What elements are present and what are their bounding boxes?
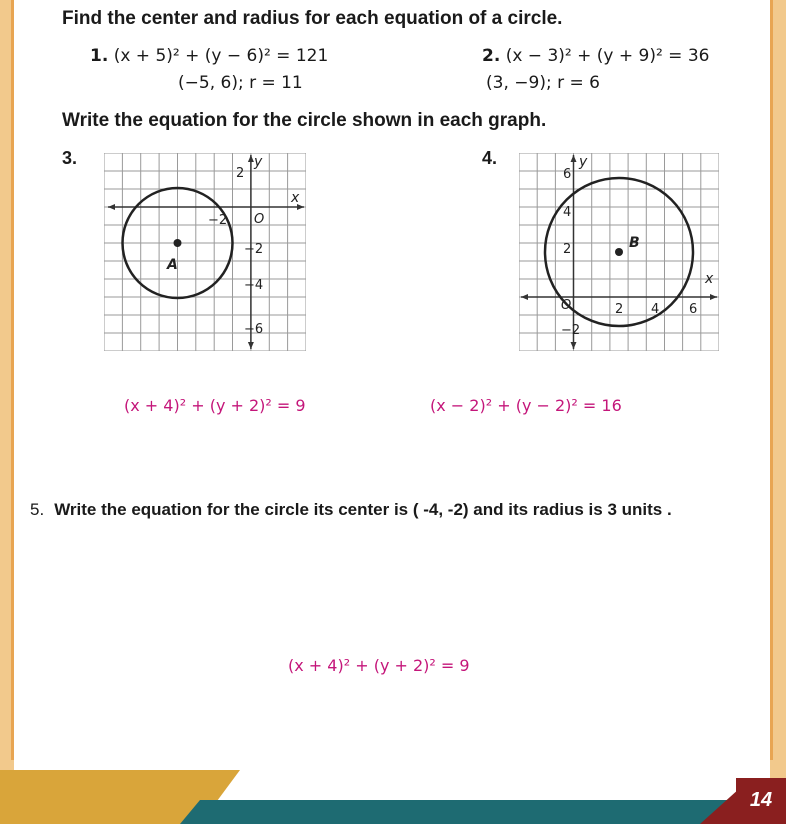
- graph-4-origin-label: O: [561, 298, 572, 313]
- heading-write-equation: Write the equation for the circle shown in each graph.: [62, 110, 547, 131]
- graph-4-x-tick: 4: [651, 302, 660, 317]
- problem-5: [30, 500, 672, 520]
- graph-3-point-label: A: [167, 257, 178, 273]
- page-frame-left-stripe: [11, 0, 14, 760]
- graph-4-x-tick: 6: [689, 302, 698, 317]
- graph-3-x-label: x: [291, 190, 300, 206]
- page-frame-right-stripe: [770, 0, 773, 760]
- problem-4-number: 4.: [482, 148, 498, 168]
- problem-3-answer: (x + 4)² + (y + 2)² = 9: [124, 396, 306, 415]
- problem-3-number: 3.: [62, 148, 78, 168]
- graph-4-y-tick: 6: [563, 167, 572, 182]
- problem-2-answer: (3, −9); r = 6: [486, 73, 600, 93]
- problem-1-number: 1.: [90, 46, 109, 66]
- problem-1-equation: (x + 5)² + (y − 6)² = 121: [113, 46, 329, 66]
- graph-3: [104, 153, 306, 351]
- problem-2-equation: (x − 3)² + (y + 9)² = 36: [505, 46, 710, 66]
- graph-3-y-tick: −4: [244, 278, 264, 293]
- problem-2-number: 2.: [482, 46, 501, 66]
- footer-band: [0, 770, 786, 824]
- graph-3-y-tick: 2: [236, 166, 245, 181]
- problem-5-text: Write the equation for the circle its center is ( -4, -2) and its radius is 3 units .: [54, 500, 672, 519]
- problem-1-answer: (−5, 6); r = 11: [178, 73, 303, 93]
- graph-4: [519, 153, 719, 351]
- graph-3-x-tick: −2: [208, 213, 228, 228]
- graph-3-y-tick: −6: [244, 322, 264, 337]
- graph-4-x-tick: 2: [615, 302, 624, 317]
- graph-4-y-tick: −2: [561, 323, 581, 338]
- problem-5-answer: (x + 4)² + (y + 2)² = 9: [288, 656, 470, 675]
- graph-3-center-point: [174, 239, 182, 247]
- problem-2: [482, 46, 709, 66]
- graph-3-origin-label: O: [254, 212, 265, 227]
- graph-4-x-label: x: [705, 271, 714, 287]
- graph-4-y-tick: 2: [563, 242, 572, 257]
- problem-4-answer: (x − 2)² + (y − 2)² = 16: [430, 396, 622, 415]
- graph-3-y-tick: −2: [244, 242, 264, 257]
- page-number: 14: [736, 778, 786, 816]
- problem-1: [90, 46, 328, 66]
- graph-4-y-tick: 4: [563, 205, 572, 220]
- graph-4-center-point: [615, 248, 623, 256]
- heading-find-center: Find the center and radius for each equation of a circle.: [62, 8, 563, 29]
- graph-3-y-label: y: [254, 154, 263, 170]
- problem-5-number: 5.: [30, 500, 45, 519]
- graph-4-y-label: y: [579, 154, 588, 170]
- graph-4-point-label: B: [629, 235, 640, 251]
